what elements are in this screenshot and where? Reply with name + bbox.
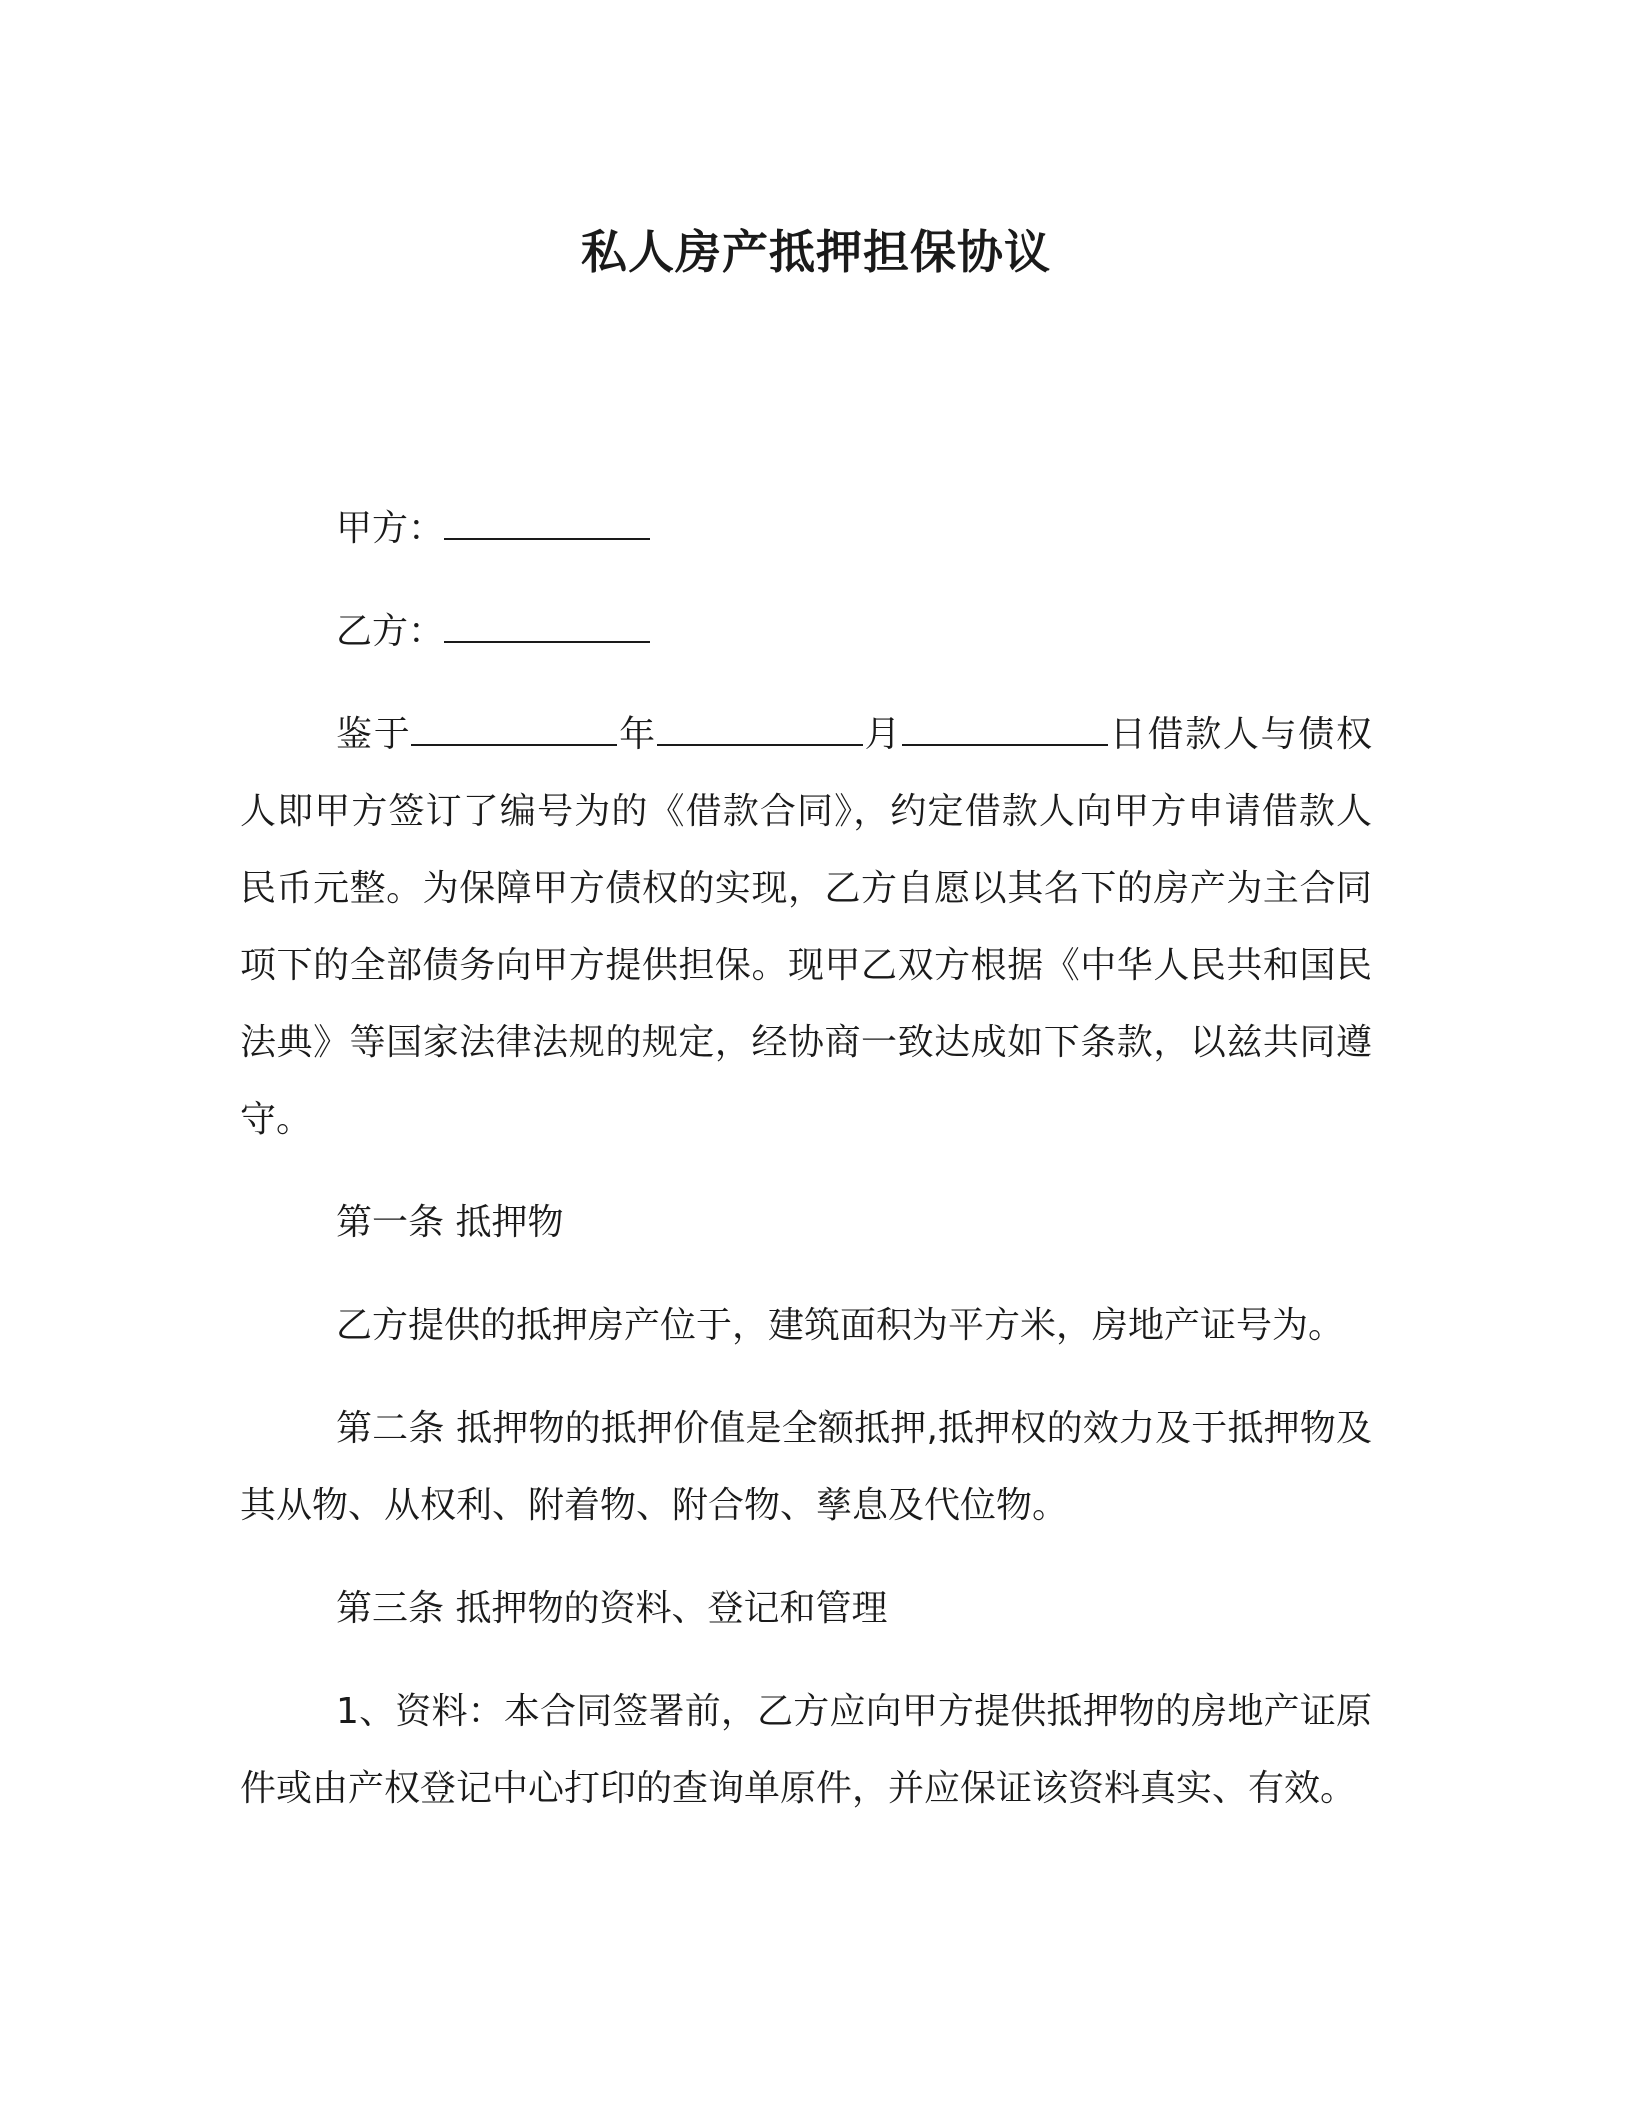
recital-paragraph [240,696,1372,1158]
party-a-label: 甲方： [336,508,445,549]
article1-text: 乙方提供的抵押房产位于，建筑面积为平方米，房地产证号为。 [336,1305,1345,1346]
recital-year: 年 [617,714,657,755]
party-b-line [240,593,1372,670]
recital-prefix: 鉴于 [336,714,412,755]
article1-heading: 第一条 抵押物 [336,1202,564,1243]
day-blank [902,714,1108,746]
recital-month: 月 [862,714,903,755]
party-a-blank [444,508,650,540]
year-blank [411,714,617,746]
recital-rest: 日借款人与债权人即甲方签订了编号为的《借款合同》，约定借款人向甲方申请借款人民币元整。为保障甲方债权的实现，乙方自愿以其名下的房产为主合同项下的全部债务向甲方提供担保。现甲乙双方根据《中华人民共和国民法典》等国家法律法规的规定，经协商一致达成如下条款，以兹共同遵守。 [240,714,1372,1140]
party-b-blank [444,611,650,643]
document-body [240,490,1372,1853]
article3-item1: 1、资料：本合同签署前，乙方应向甲方提供抵押物的房地产证原件或由产权登记中心打印的查询单原件，并应保证该资料真实、有效。 [240,1691,1372,1809]
party-a-line [240,490,1372,567]
document-title: 私人房产抵押担保协议 [581,225,1051,279]
month-blank [657,714,863,746]
article2-text: 第二条 抵押物的抵押价值是全额抵押,抵押权的效力及于抵押物及其从物、从权利、附着物、附合物、孳息及代位物。 [240,1408,1372,1526]
article3-heading: 第三条 抵押物的资料、登记和管理 [336,1588,888,1629]
party-b-label: 乙方： [336,611,445,652]
